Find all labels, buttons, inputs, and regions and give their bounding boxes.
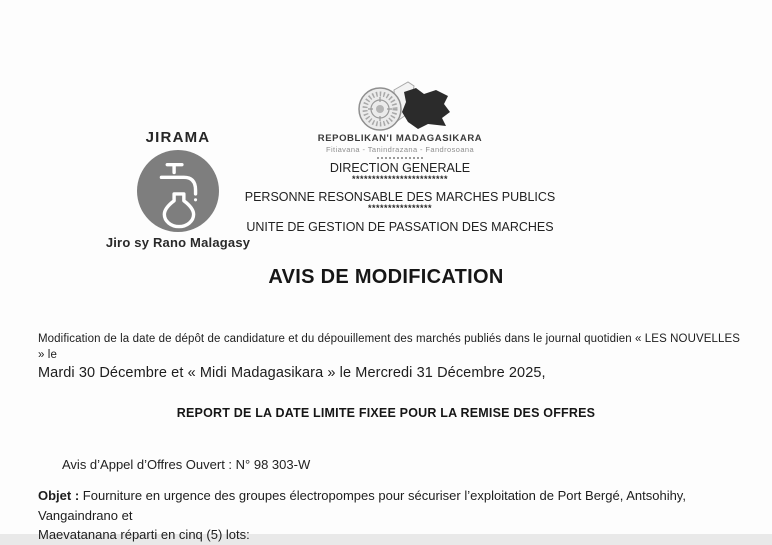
asterisk-separator: ****************	[367, 203, 433, 213]
modification-paragraph	[38, 331, 744, 383]
org-direction-generale: DIRECTION GENERALE	[329, 161, 471, 175]
national-motto: Fitiavana - Tanindrazana - Fandrosoana	[325, 145, 475, 154]
madagascar-emblem-icon	[344, 82, 456, 132]
jirama-wordmark: JIRAMA	[145, 129, 211, 146]
jirama-logo	[137, 150, 219, 232]
report-heading: REPORT DE LA DATE LIMITE FIXEE POUR LA REMISE DES OFFRES	[176, 406, 596, 420]
country-name: REPOBLIKAN'I MADAGASIKARA	[317, 133, 483, 144]
modification-line-1: Modification de la date de dépôt de candidature et du dépouillement des marchés publiés dans le journal quotidien « LES NOUVELLES » le	[38, 333, 741, 361]
org-unite-gestion: UNITE DE GESTION DE PASSATION DES MARCHES	[246, 220, 554, 234]
tender-reference: Avis d’Appel d’Offres Ouvert : N° 98 303-W	[62, 457, 311, 472]
objet-paragraph	[38, 486, 750, 545]
objet-line-2: Maevatanana réparti en cinq (5) lots:	[38, 527, 250, 542]
faucet-bulb-icon	[139, 152, 217, 230]
notice-title: AVIS DE MODIFICATION	[268, 266, 504, 288]
modification-line-2: Mardi 30 Décembre et « Midi Madagasikara » le Mercredi 31 Décembre 2025,	[38, 365, 546, 381]
jirama-tagline: Jiro sy Rano Malagasy	[105, 235, 251, 250]
objet-line-1: Fourniture en urgence des groupes électropompes pour sécuriser l’exploitation de Port Bergé, Antsohihy, Vangaindrano et	[38, 488, 686, 523]
asterisk-separator: ************************	[351, 174, 449, 184]
objet-label: Objet :	[38, 488, 80, 503]
org-personne-responsable: PERSONNE RESONSABLE DES MARCHES PUBLICS	[244, 190, 556, 204]
motto-separator	[377, 157, 423, 159]
government-header	[228, 82, 572, 234]
